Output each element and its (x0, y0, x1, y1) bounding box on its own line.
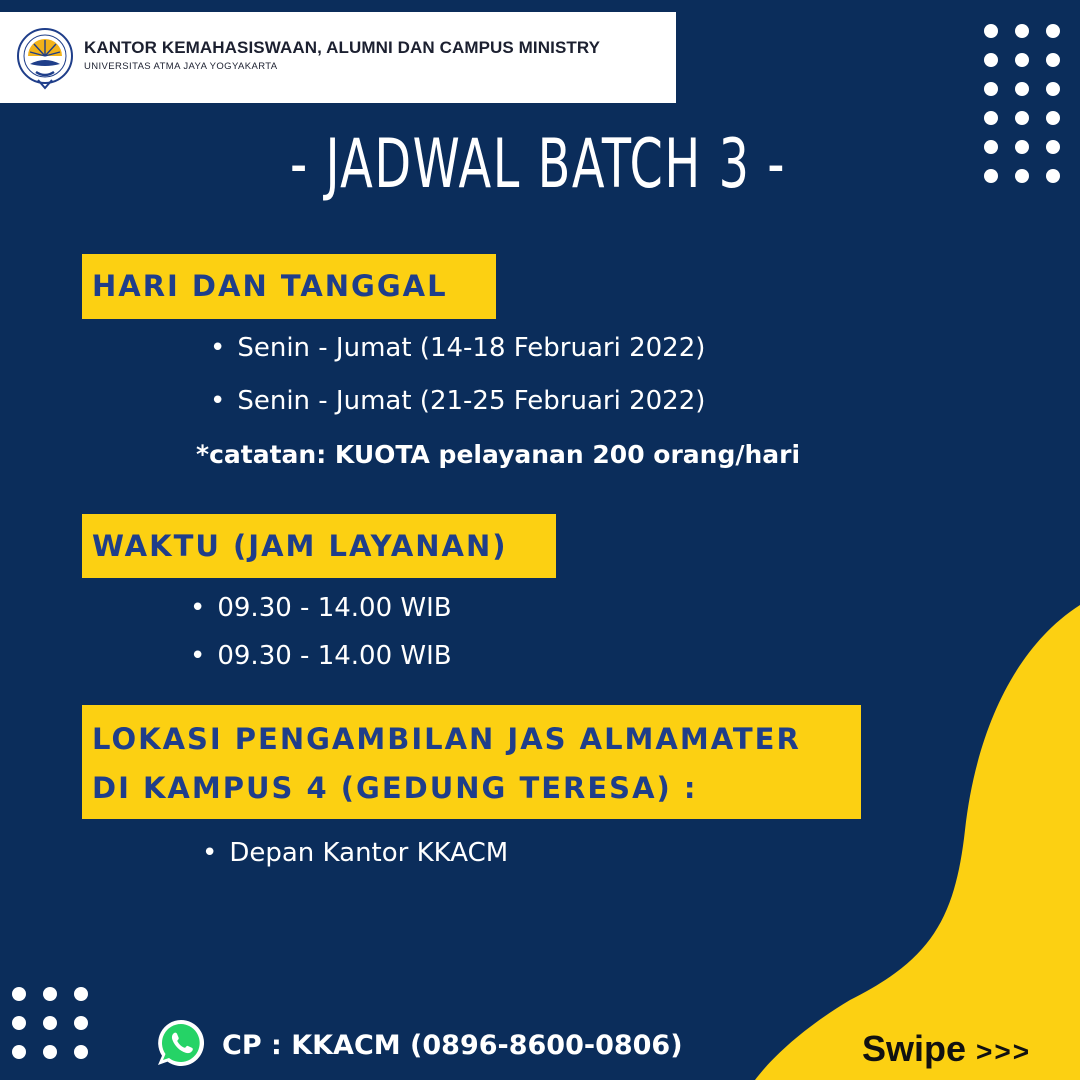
list-item: • 09.30 - 14.00 WIB (190, 638, 452, 674)
days-label (82, 254, 496, 319)
page-title: - JADWAL BATCH 3 - (290, 125, 786, 204)
days-list (210, 330, 705, 419)
time-label-text: WAKTU (JAM LAYANAN) (92, 529, 508, 563)
location-list (202, 835, 508, 871)
org-subtitle: UNIVERSITAS ATMA JAYA YOGYAKARTA (84, 61, 278, 72)
swipe-arrows: >>> (976, 1036, 1032, 1067)
quota-note: *catatan: KUOTA pelayanan 200 orang/hari (196, 440, 801, 469)
list-item: • Senin - Jumat (21-25 Februari 2022) (210, 383, 705, 419)
contact-person: CP : KKACM (0896-8600-0806) (222, 1030, 683, 1061)
list-item: • 09.30 - 14.00 WIB (190, 590, 452, 626)
time-list (190, 590, 452, 674)
swipe-label: Swipe (862, 1028, 967, 1069)
location-label-line2: DI KAMPUS 4 (GEDUNG TERESA) : (92, 771, 698, 805)
whatsapp-icon (155, 1017, 207, 1069)
list-item: • Senin - Jumat (14-18 Februari 2022) (210, 330, 705, 366)
header-banner (0, 12, 676, 103)
swipe-hint (862, 1028, 1031, 1070)
list-item: • Depan Kantor KKACM (202, 835, 508, 871)
org-name: KANTOR KEMAHASISWAAN, ALUMNI DAN CAMPUS MINISTRY (84, 38, 601, 57)
time-label (82, 514, 556, 578)
university-seal-icon (16, 26, 74, 90)
location-label-line1: LOKASI PENGAMBILAN JAS ALMAMATER (92, 722, 801, 756)
days-label-text: HARI DAN TANGGAL (92, 269, 448, 303)
location-label (82, 705, 861, 819)
